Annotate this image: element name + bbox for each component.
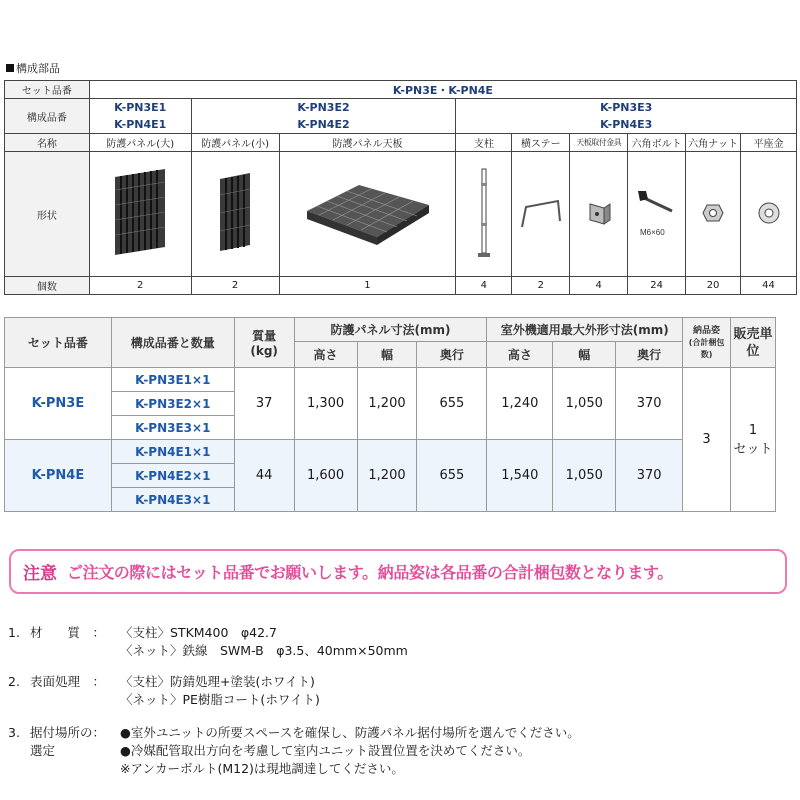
panel-width-cell: 1,200 xyxy=(357,440,417,512)
component-label: 構成品番 xyxy=(5,99,90,134)
unit-height-cell: 1,540 xyxy=(487,440,553,512)
header-panel-depth: 奥行 xyxy=(417,342,487,368)
item-name: 六角ナット xyxy=(686,134,741,152)
note-line: 〈ネット〉PE樹脂コート(ホワイト) xyxy=(120,692,320,707)
item-name: 平座金 xyxy=(741,134,797,152)
pack-sub: (合計梱包数) xyxy=(688,337,725,359)
name-label: 名称 xyxy=(5,134,90,152)
item-name: 防護パネル(大) xyxy=(89,134,191,152)
panel-height-cell: 1,600 xyxy=(294,440,357,512)
header-pack xyxy=(683,318,731,368)
top-panel-icon xyxy=(279,152,456,277)
component-cell: K-PN4E3×1 xyxy=(111,488,234,512)
component-cell: K-PN3E3×1 xyxy=(111,416,234,440)
header-panel-dims: 防護パネル寸法(mm) xyxy=(294,318,487,342)
panel-depth-cell: 655 xyxy=(417,368,487,440)
component-cell: K-PN3E1×1 xyxy=(111,368,234,392)
square-bullet-icon xyxy=(6,64,14,72)
item-name: 防護パネル(小) xyxy=(191,134,279,152)
bolt-size: M6×60 xyxy=(639,227,665,237)
note-line: ●室外ユニットの所要スペースを確保し、防護パネル据付場所を選んでください。 xyxy=(120,725,580,740)
set-value: K-PN3E・K-PN4E xyxy=(89,81,796,99)
hex-bolt-icon xyxy=(628,152,686,277)
item-count: 24 xyxy=(628,277,686,295)
item-count: 2 xyxy=(191,277,279,295)
header-unit-depth: 奥行 xyxy=(616,342,683,368)
note-num: 2. xyxy=(8,674,20,689)
item-count: 44 xyxy=(741,277,797,295)
group1-a: K-PN3E1 xyxy=(89,99,191,117)
header-panel-width: 幅 xyxy=(357,342,417,368)
note-1 xyxy=(8,624,408,660)
mass-unit: (kg) xyxy=(250,344,278,358)
item-name: 六角ボルト xyxy=(628,134,686,152)
item-count: 1 xyxy=(279,277,456,295)
note-line: ※アンカーボルト(M12)は現地調達してください。 xyxy=(120,761,404,776)
notice-head: 注意 xyxy=(23,564,57,584)
note-line: 〈支柱〉STKM400 φ42.7 xyxy=(120,625,277,640)
component-cell: K-PN3E2×1 xyxy=(111,392,234,416)
bracket-icon xyxy=(570,152,628,277)
item-name: 横ステー xyxy=(512,134,570,152)
group1-b: K-PN4E1 xyxy=(89,116,191,134)
note-3 xyxy=(8,724,580,778)
header-sale-unit: 販売単位 xyxy=(731,318,776,368)
pack-cell: 3 xyxy=(683,368,731,512)
mass-cell: 44 xyxy=(234,440,294,512)
notice-body: ご注文の際にはセット品番でお願いします。納品姿は各品番の合計梱包数となります。 xyxy=(67,563,673,582)
note-line: 〈ネット〉鉄線 SWM-B φ3.5、40mm×50mm xyxy=(120,643,408,658)
note-label: 材 質 ： xyxy=(30,625,106,640)
header-unit-dims: 室外機適用最大外形寸法(mm) xyxy=(487,318,683,342)
group3-a: K-PN3E3 xyxy=(456,99,797,117)
note-num: 3. xyxy=(8,725,20,740)
note-label-2: 選定 xyxy=(30,743,56,758)
item-name: 防護パネル天板 xyxy=(279,134,456,152)
sale-unit-cell xyxy=(731,368,776,512)
header-unit-height: 高さ xyxy=(487,342,553,368)
sale-value: 1 xyxy=(748,422,758,438)
panel-depth-cell: 655 xyxy=(417,440,487,512)
item-count: 2 xyxy=(512,277,570,295)
note-line: 〈支柱〉防錆処理+塗装(ホワイト) xyxy=(120,674,315,689)
set-label: セット品番 xyxy=(5,81,90,99)
group3-b: K-PN4E3 xyxy=(456,116,797,134)
count-label: 個数 xyxy=(5,277,90,295)
item-name: 支柱 xyxy=(456,134,512,152)
section-title xyxy=(6,60,60,76)
note-label: 表面処理 ： xyxy=(30,674,106,689)
sale-value-unit: セット xyxy=(733,441,773,457)
note-2 xyxy=(8,673,320,709)
post-icon xyxy=(456,152,512,277)
small-panel-icon xyxy=(191,152,279,277)
header-set-no: セット品番 xyxy=(5,318,112,368)
note-label: 据付場所の： xyxy=(30,725,106,740)
header-components: 構成品番と数量 xyxy=(111,318,234,368)
flat-washer-icon xyxy=(741,152,797,277)
item-count: 2 xyxy=(89,277,191,295)
item-count: 4 xyxy=(570,277,628,295)
group2-b: K-PN4E2 xyxy=(191,116,456,134)
item-count: 20 xyxy=(686,277,741,295)
shape-label: 形状 xyxy=(5,152,90,277)
mass-label: 質量 xyxy=(252,329,277,343)
note-line: ●冷媒配管取出方向を考慮して室内ユニット設置位置を決めてください。 xyxy=(120,743,531,758)
item-count: 4 xyxy=(456,277,512,295)
pack-label: 納品姿 xyxy=(693,325,721,336)
header-unit-width: 幅 xyxy=(553,342,616,368)
stay-icon xyxy=(512,152,570,277)
parts-table xyxy=(4,80,797,295)
set-no-cell: K-PN4E xyxy=(5,440,112,512)
unit-depth-cell: 370 xyxy=(616,368,683,440)
unit-width-cell: 1,050 xyxy=(553,440,616,512)
unit-depth-cell: 370 xyxy=(616,440,683,512)
unit-width-cell: 1,050 xyxy=(553,368,616,440)
panel-height-cell: 1,300 xyxy=(294,368,357,440)
hex-nut-icon xyxy=(686,152,741,277)
header-panel-height: 高さ xyxy=(294,342,357,368)
component-cell: K-PN4E2×1 xyxy=(111,464,234,488)
panel-width-cell: 1,200 xyxy=(357,368,417,440)
mass-cell: 37 xyxy=(234,368,294,440)
item-name: 天板取付金具 xyxy=(570,134,628,152)
notice-box xyxy=(9,549,787,594)
component-cell: K-PN4E1×1 xyxy=(111,440,234,464)
header-mass xyxy=(234,318,294,368)
group2-a: K-PN3E2 xyxy=(191,99,456,117)
set-no-cell: K-PN3E xyxy=(5,368,112,440)
note-num: 1. xyxy=(8,625,20,640)
unit-height-cell: 1,240 xyxy=(487,368,553,440)
large-panel-icon xyxy=(89,152,191,277)
section-title-text: 構成部品 xyxy=(16,62,60,75)
spec-table xyxy=(4,317,776,512)
